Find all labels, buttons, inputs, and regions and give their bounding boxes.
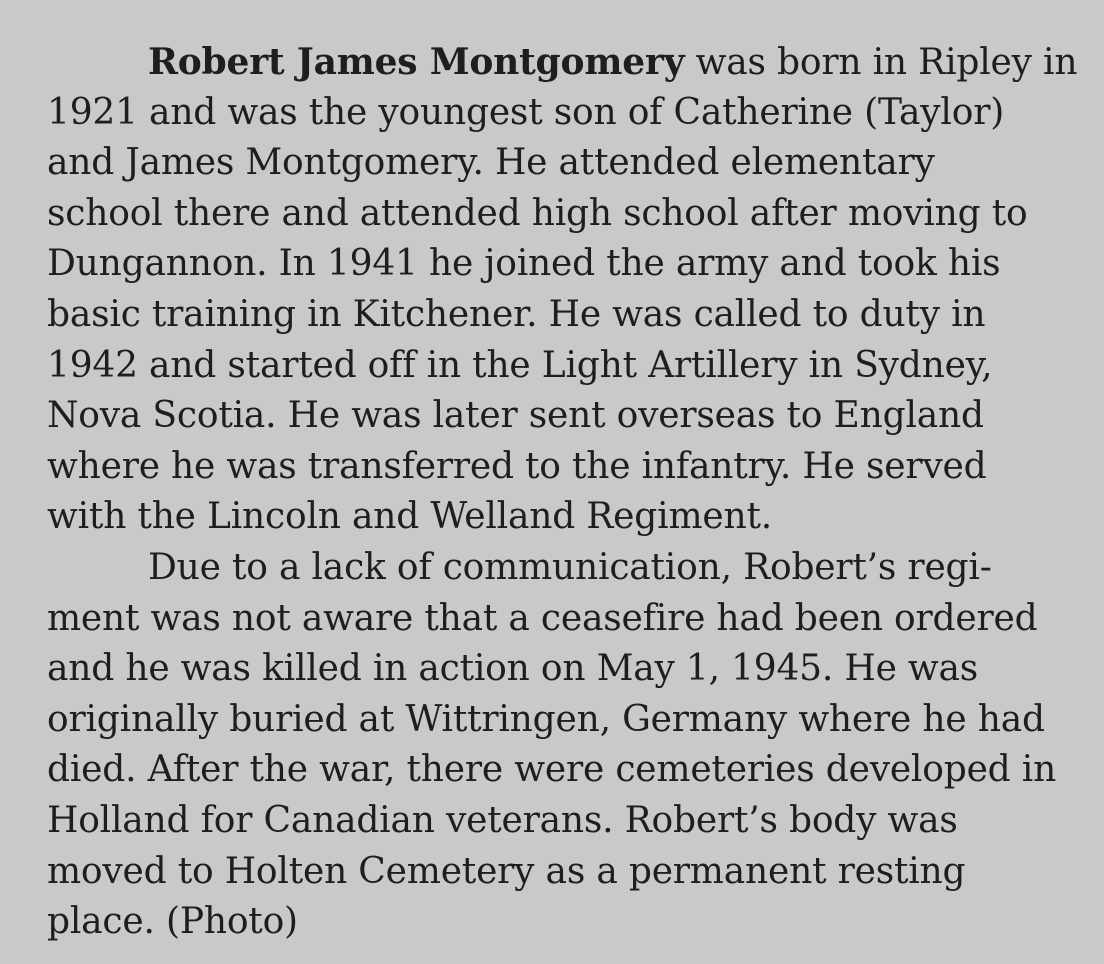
paragraph-line: and he was killed in action on May 1, 1945. He was [47,648,979,690]
paragraph-2 [47,543,1087,948]
paragraph-line: 1921 and was the youngest son of Catherine (Taylor) [47,91,1005,133]
paragraph-1 [47,37,1087,543]
paragraph-line: died. After the war, there were cemeteries developed in [47,749,1057,791]
paragraph-line: Dungannon. In 1941 he joined the army and took his [47,243,1001,285]
paragraph-line: 1942 and started off in the Light Artillery in Sydney, [47,344,993,386]
paragraph-line: basic training in Kitchener. He was called to duty in [47,293,986,335]
paragraph-line: school there and attended high school after moving to [47,192,1028,234]
paragraph-line: where he was transferred to the infantry. He served [47,445,987,487]
paragraph-line [47,37,1087,88]
paragraph-line: and James Montgomery. He attended elementary [47,142,935,184]
paragraph-line: Due to a lack of communication, Robert’s regi- [148,546,992,588]
person-name: Robert James Montgomery [148,41,685,83]
paragraph-line: with the Lincoln and Welland Regiment. [47,496,772,538]
biography-text [47,37,1087,948]
paragraph-line: place. (Photo) [47,901,298,943]
paragraph-line: originally buried at Wittringen, Germany where he had [47,698,1045,740]
paragraph-line: Nova Scotia. He was later sent overseas to England [47,395,984,437]
paragraph-line: moved to Holten Cemetery as a permanent resting [47,850,966,892]
paragraph-line: Holland for Canadian veterans. Robert’s body was [47,799,958,841]
paragraph-line: ment was not aware that a ceasefire had been ordered [47,597,1038,639]
line-text: was born in Ripley in [684,42,1078,83]
